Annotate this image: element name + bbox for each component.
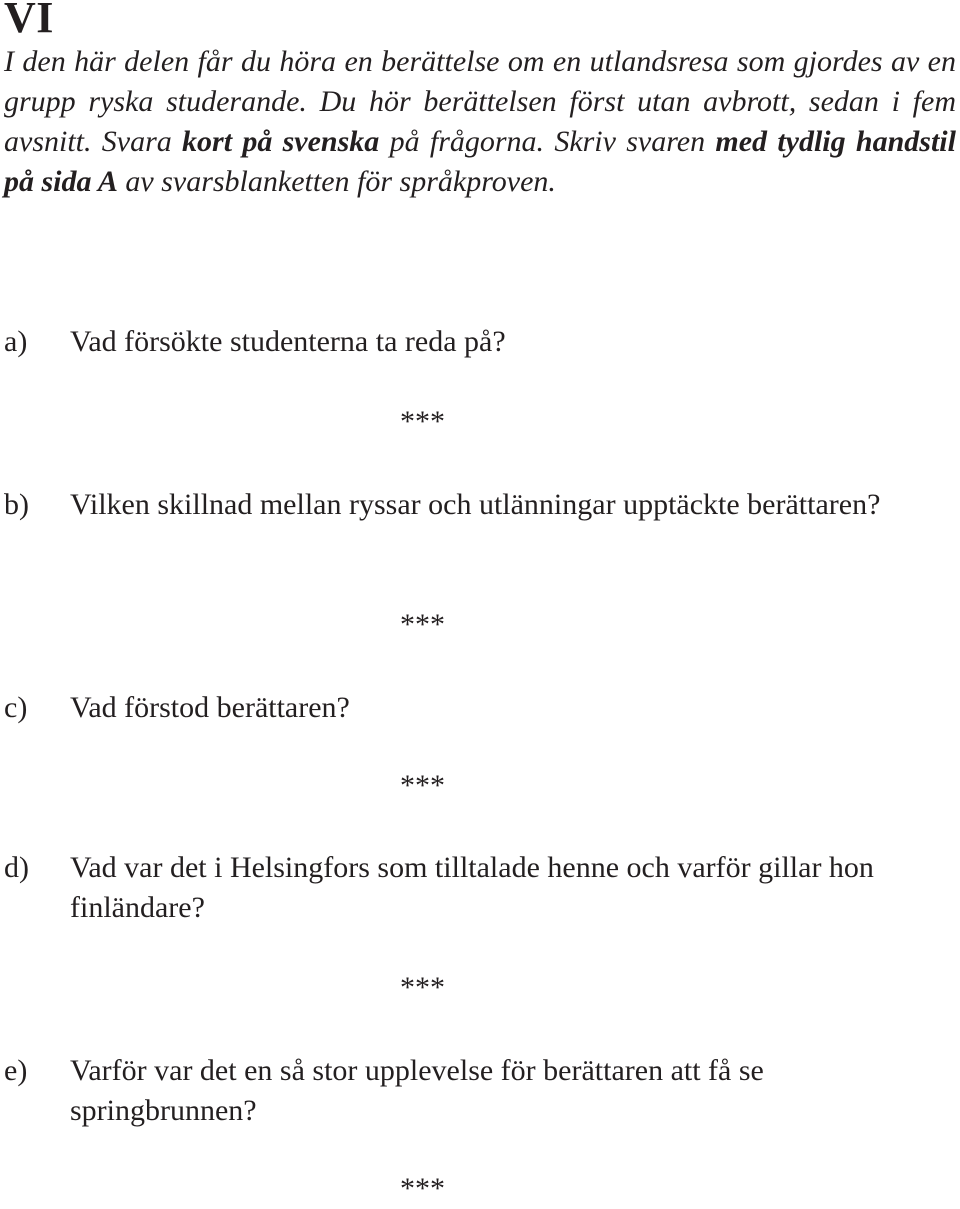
- question-text: Vilken skillnad mellan ryssar och utlänningar upptäckte berättaren?: [70, 488, 881, 521]
- instructions-emphasis-language: kort på svenska: [182, 125, 380, 158]
- question-letter: b): [4, 488, 29, 521]
- question-text: Vad var det i Helsingfors som tilltalade henne och varför gillar hon finländare?: [70, 851, 874, 924]
- question-b: [4, 485, 904, 525]
- question-text: Vad försökte studenterna ta reda på?: [70, 325, 506, 358]
- question-letter: e): [4, 1054, 28, 1087]
- question-e: [4, 1051, 904, 1131]
- question-d: [4, 848, 904, 928]
- separator-stars: ***: [400, 971, 445, 1004]
- separator-stars: ***: [400, 1172, 445, 1205]
- question-letter: c): [4, 691, 28, 724]
- separator-stars: ***: [400, 405, 445, 438]
- instructions-text-3: av svarsblanketten för språkproven.: [117, 165, 556, 198]
- instructions-emphasis-handwriting: med tydlig handstil på sida A: [4, 125, 956, 198]
- instructions-text-2: på frågorna. Skriv svaren: [379, 125, 716, 158]
- question-c: [4, 688, 904, 728]
- question-text: Varför var det en så stor upplevelse för berättaren att få se springbrunnen?: [70, 1054, 764, 1127]
- question-a: [4, 322, 904, 362]
- instructions-paragraph: [4, 42, 956, 202]
- question-letter: d): [4, 851, 29, 884]
- separator-stars: ***: [400, 608, 445, 641]
- question-letter: a): [4, 325, 28, 358]
- question-text: Vad förstod berättaren?: [70, 691, 350, 724]
- section-title: VI: [4, 0, 54, 42]
- separator-stars: ***: [400, 769, 445, 802]
- instructions-text-1: I den här delen får du höra en berättelse om en utlandsresa som gjordes av en grupp ryska studerande. Du hör berättelsen först utan avbrott, sedan i fem avsnitt. Svara: [4, 45, 956, 158]
